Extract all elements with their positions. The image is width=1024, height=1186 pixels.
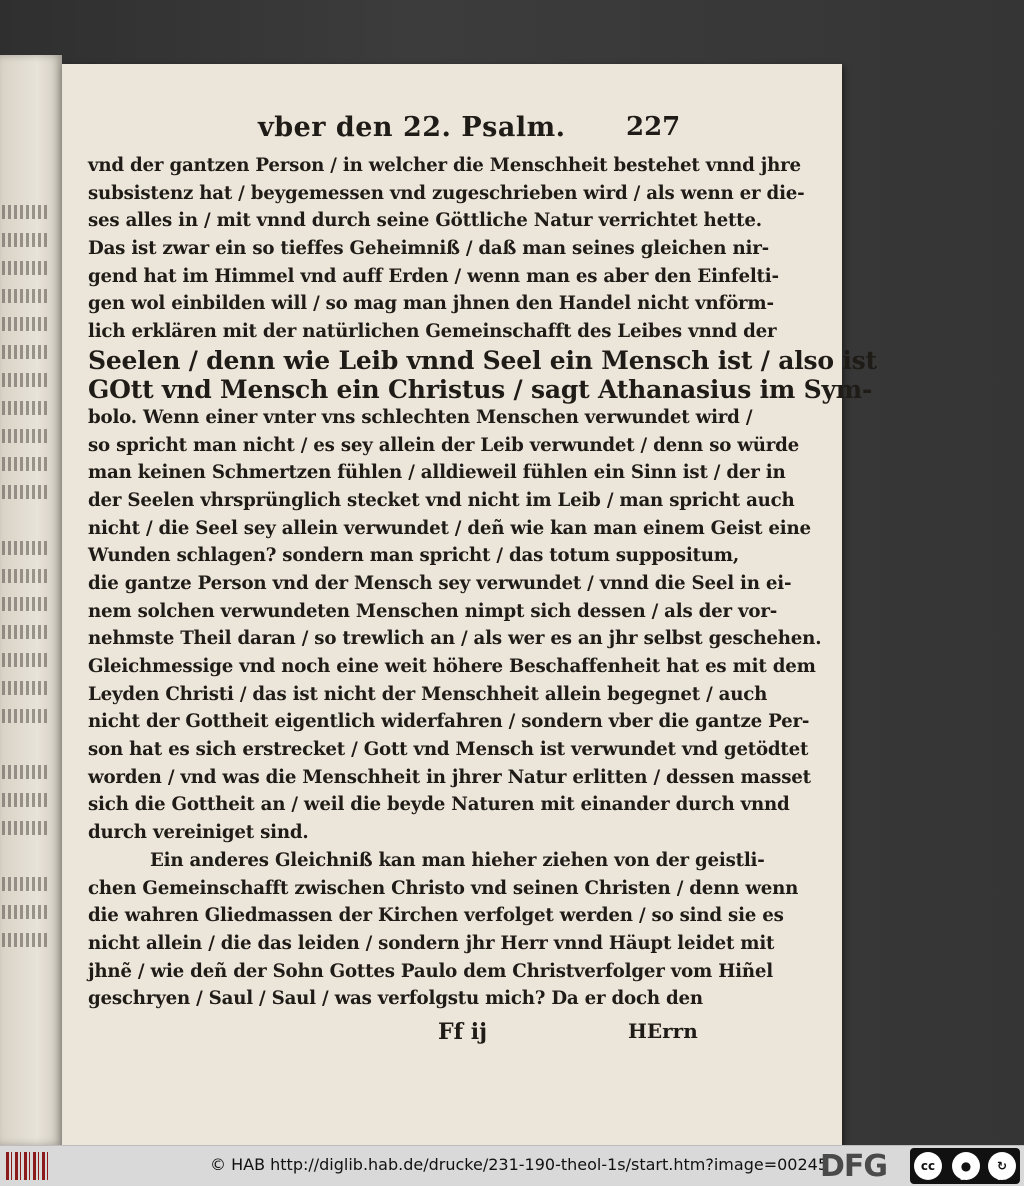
facing-page-text-fragment (2, 709, 50, 723)
facing-page-text-fragment (2, 401, 50, 415)
facing-page-text-fragment (2, 905, 50, 919)
facing-page-text-fragment (2, 653, 50, 667)
facing-page-text-fragment (2, 457, 50, 471)
text-line: nicht / die Seel sey allein verwundet / deñ wie kan man einem Geist eine (88, 517, 811, 539)
text-line: sich die Gottheit an / weil die beyde Naturen mit einander durch vnnd (88, 794, 790, 816)
signature-mark: Ff ij (438, 1018, 488, 1045)
facing-page-text-fragment (2, 373, 50, 387)
sa-label: SA (997, 1174, 1007, 1182)
facing-page-text-fragment (2, 233, 50, 247)
by-label: BY (960, 1174, 969, 1182)
facing-page-text-fragment (2, 429, 50, 443)
cc-icon: cc (914, 1152, 942, 1180)
text-line: so spricht man nicht / es sey allein der Leib verwundet / denn so würde (88, 434, 800, 456)
facing-page-text-fragment (2, 289, 50, 303)
viewer-footer (0, 1145, 1024, 1186)
text-line: vnd der gantzen Person / in welcher die Menschheit bestehet vnnd jhre (88, 155, 801, 176)
book-page (62, 64, 877, 1146)
text-line: Wunden schlagen? sondern man spricht / das totum suppositum, (88, 545, 739, 567)
text-line: Leyden Christi / das ist nicht der Menschheit allein begegnet / auch (88, 683, 768, 705)
text-line: bolo. Wenn einer vnter vns schlechten Menschen verwundet wird / (88, 406, 753, 428)
facing-page-text-fragment (2, 569, 50, 583)
facing-page-text-fragment (2, 317, 50, 331)
catchword: HErrn (628, 1018, 698, 1043)
text-line: subsistenz hat / beygemessen vnd zugeschrieben wird / als wenn er die- (88, 182, 805, 204)
text-line: nicht der Gottheit eigentlich widerfahren / sondern vber die gantze Per- (88, 711, 810, 733)
facing-page-edge (0, 55, 62, 1145)
text-line: nehmste Theil daran / so trewlich an / als wer es an jhr selbst geschehen. (88, 628, 822, 650)
page-header (88, 112, 708, 152)
barcode-logo-icon (6, 1152, 48, 1180)
text-line: son hat es sich erstrecket / Gott vnd Mensch ist verwundet vnd getödtet (88, 739, 809, 761)
dfg-logo: DFG (820, 1149, 888, 1184)
facing-page-text-fragment (2, 681, 50, 695)
text-line: geschryen / Saul / Saul / was verfolgstu mich? Da er doch den (88, 988, 703, 1010)
facing-page-text-fragment (2, 821, 50, 835)
text-line: gend hat im Himmel vnd auff Erden / wenn man es aber den Einfelti- (88, 265, 779, 287)
text-line: Ein anderes Gleichniß kan man hieher ziehen von der geistli- (150, 849, 765, 871)
text-line: nem solchen verwundeten Menschen nimpt sich dessen / als der vor- (88, 600, 778, 622)
page-foot (88, 1015, 708, 1051)
text-line: Gleichmessige vnd noch eine weit höhere Beschaffenheit hat es mit dem (88, 656, 816, 677)
page-content (88, 112, 877, 1051)
sa-share-alike-icon: ↻ (988, 1152, 1016, 1180)
page-number: 227 (626, 112, 681, 142)
facing-page-text-fragment (2, 205, 50, 219)
facing-page-text-fragment (2, 933, 50, 947)
body-text (88, 152, 877, 1013)
facing-page-text-fragment (2, 625, 50, 639)
facing-page-text-fragment (2, 765, 50, 779)
cc-license-badge[interactable] (910, 1148, 1020, 1184)
facing-page-text-fragment (2, 345, 50, 359)
by-attribution-icon: ● (952, 1152, 980, 1180)
facing-page-text-fragment (2, 597, 50, 611)
facing-page-text-fragment (2, 261, 50, 275)
text-line: chen Gemeinschafft zwischen Christo vnd seinen Christen / denn wenn (88, 877, 799, 899)
text-line: die wahren Gliedmassen der Kirchen verfolget werden / so sind sie es (88, 905, 784, 927)
text-line: worden / vnd was die Menschheit in jhrer Natur erlitten / dessen masset (88, 766, 811, 788)
text-line: lich erklären mit der natürlichen Gemeinschafft des Leibes vnnd der (88, 321, 777, 343)
running-head: vber den 22. Psalm. (258, 112, 566, 143)
text-line: der Seelen vhrsprünglich stecket vnd nicht im Leib / man spricht auch (88, 489, 795, 511)
text-line: GOtt vnd Mensch ein Christus / sagt Athanasius im Sym- (88, 374, 873, 404)
facing-page-text-fragment (2, 793, 50, 807)
text-line: Seelen / denn wie Leib vnnd Seel ein Mensch ist / also ist (88, 345, 877, 375)
text-line: man keinen Schmertzen fühlen / alldieweil fühlen ein Sinn ist / der in (88, 462, 786, 484)
copyright-link[interactable]: © HAB http://diglib.hab.de/drucke/231-190-theol-1s/start.htm?image=00245 (210, 1155, 828, 1174)
text-line: ses alles in / mit vnnd durch seine Göttliche Natur verrichtet hette. (88, 210, 762, 232)
text-line: jhnẽ / wie deñ der Sohn Gottes Paulo dem Christverfolger vom Hiñel (88, 960, 773, 982)
text-line: nicht allein / die das leiden / sondern jhr Herr vnnd Häupt leidet mit (88, 932, 775, 954)
text-line: durch vereiniget sind. (88, 822, 309, 844)
text-line: die gantze Person vnd der Mensch sey verwundet / vnnd die Seel in ei- (88, 572, 792, 594)
facing-page-text-fragment (2, 485, 50, 499)
facing-page-text-fragment (2, 877, 50, 891)
text-line: gen wol einbilden will / so mag man jhnen den Handel nicht vnförm- (88, 293, 774, 315)
text-line: Das ist zwar ein so tieffes Geheimniß / daß man seines gleichen nir- (88, 238, 769, 260)
facing-page-text-fragment (2, 541, 50, 555)
